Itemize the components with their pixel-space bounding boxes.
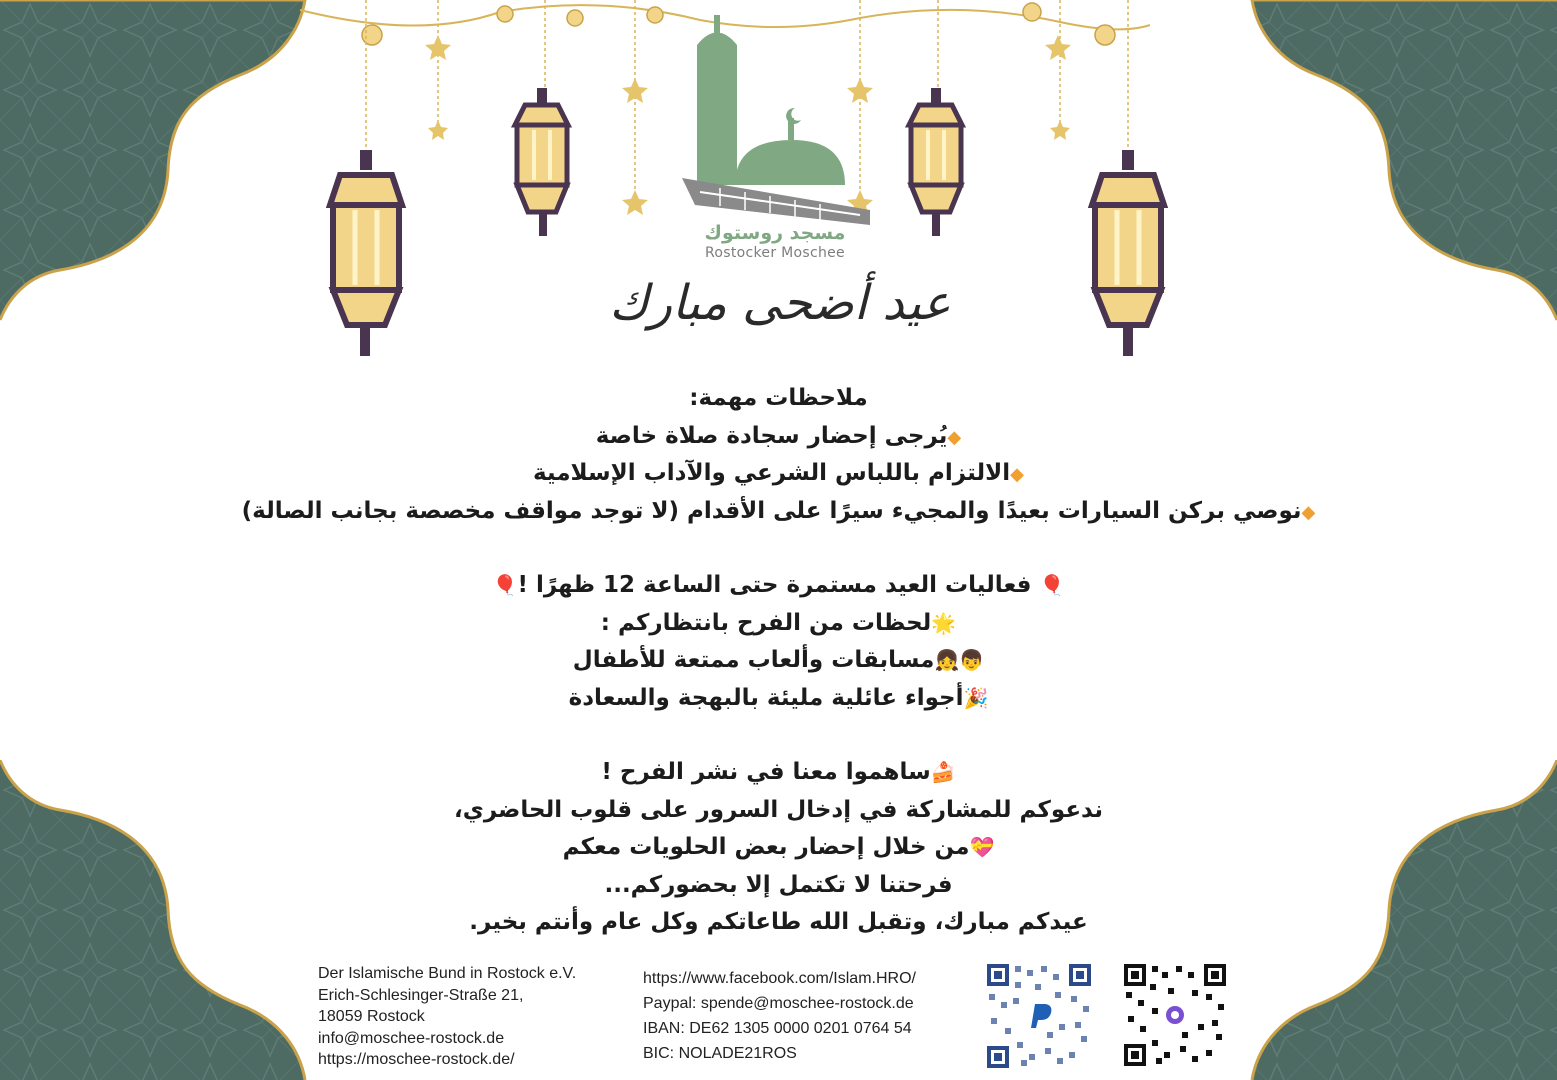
donation-qr-code[interactable]: [1122, 962, 1228, 1068]
notes-heading: ملاحظات مهمة:: [689, 385, 868, 411]
logo-arabic-name: مسجد روستوك: [704, 222, 846, 244]
invite-line: 🍰ساهموا معنا في نشر الفرح !: [601, 759, 956, 785]
party-popper-icon: 🎉: [963, 685, 989, 710]
street: Erich-Schlesinger-Straße 21,: [318, 986, 524, 1004]
events-line: 🌟لحظات من الفرح بانتظاركم :: [600, 609, 957, 636]
events-line: 🎈 فعاليات العيد مستمرة حتى الساعة 12 ظهرًا !🎈: [492, 572, 1065, 598]
logo-latin-name: Rostocker Moschee: [705, 245, 845, 261]
balloon-icon: 🎈: [492, 573, 518, 597]
mosque-logo-icon: [682, 15, 870, 225]
diamond-bullet-icon: ◆: [947, 426, 962, 448]
eid-title: عيد أضحى مبارك: [609, 275, 951, 331]
events-line: 🎉أجواء عائلية مليئة بالبهجة والسعادة: [568, 684, 989, 711]
balloon-icon: 🎈: [1039, 573, 1065, 597]
org-name: Der Islamische Bund in Rostock e.V.: [318, 965, 577, 982]
invite-line: ندعوكم للمشاركة في إدخال السرور على قلوب الحاضري،: [454, 796, 1103, 823]
invite-line: فرحتنا لا تكتمل إلا بحضوركم...: [604, 871, 953, 898]
events-line: 👦👧مسابقات وألعاب ممتعة للأطفال: [572, 647, 985, 673]
lantern-right-big: [1092, 150, 1164, 356]
paypal-info: Paypal: spende@moschee-rostock.de: [643, 995, 914, 1012]
garland-bulbs: [362, 3, 1115, 45]
paypal-qr-code[interactable]: [985, 962, 1093, 1070]
note-item: ◆نوصي بركن السيارات بعيدًا والمجيء سيرًا على الأقدام (لا توجد مواقف مخصصة بجانب الصالة): [241, 497, 1316, 524]
diamond-bullet-icon: ◆: [1010, 464, 1024, 485]
note-item: ◆الالتزام باللباس الشرعي والآداب الإسلامية: [532, 460, 1024, 486]
heart-gift-icon: 💝: [969, 835, 995, 859]
lantern-left-small: [515, 88, 568, 236]
website-link[interactable]: https://moschee-rostock.de/: [318, 1051, 515, 1068]
diamond-bullet-icon: ◆: [1301, 501, 1316, 523]
note-item: ◆يُرجى إحضار سجادة صلاة خاصة: [595, 422, 962, 449]
announcement-body: [200, 380, 1357, 942]
footer-donation: [643, 966, 916, 1066]
iban-info: IBAN: DE62 1305 0000 0201 0764 54: [643, 1020, 912, 1037]
lantern-right-small: [909, 88, 962, 236]
email-link[interactable]: info@moschee-rostock.de: [318, 1029, 505, 1047]
bic-info: BIC: NOLADE21ROS: [643, 1045, 797, 1062]
invite-line: عيدكم مبارك، وتقبل الله طاعاتكم وكل عام وأنتم بخير.: [469, 909, 1088, 935]
cake-icon: 🍰: [930, 760, 956, 784]
invite-line: 💝من خلال إحضار بعض الحلويات معكم: [562, 834, 995, 860]
lantern-left-big: [330, 150, 402, 356]
children-icon: 👦👧: [934, 648, 985, 672]
facebook-link[interactable]: https://www.facebook.com/Islam.HRO/: [643, 970, 916, 987]
footer-address: [318, 963, 576, 1071]
sparkle-icon: 🌟: [931, 610, 957, 635]
city: 18059 Rostock: [318, 1008, 425, 1025]
